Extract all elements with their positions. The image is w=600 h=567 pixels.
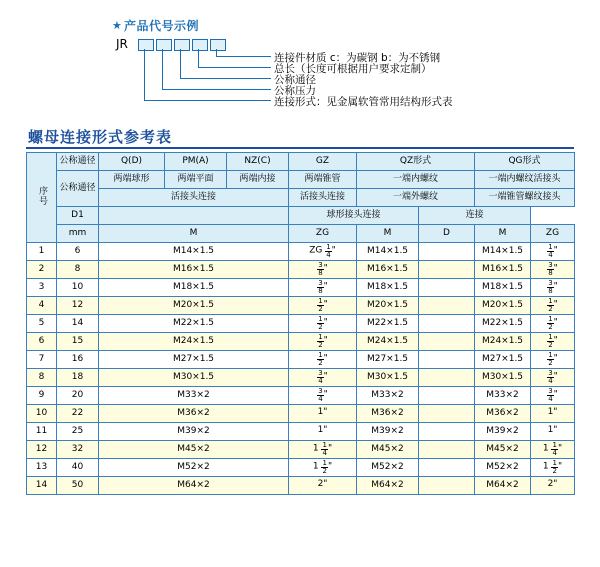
cell-zg: $\frac{1}{2}$ " xyxy=(289,333,357,351)
cell-d1: 10 xyxy=(57,279,99,297)
cell-seq: 5 xyxy=(27,315,57,333)
cell-m: M27×1.5 xyxy=(99,351,289,369)
cell-qg-d: M64×2 xyxy=(475,477,531,495)
header-row-connection xyxy=(27,189,575,207)
cell-d1: 18 xyxy=(57,369,99,387)
header-mm: mm xyxy=(57,225,99,243)
header-qg-m: M xyxy=(475,225,531,243)
diagram-title: 产品代号示例 xyxy=(124,19,200,33)
cell-qz-d xyxy=(419,315,475,333)
header-group-code-4: QZ形式 xyxy=(357,153,475,171)
cell-d1: 16 xyxy=(57,351,99,369)
cell-qz-d xyxy=(419,279,475,297)
cell-zg: $\frac{1}{2}$ " xyxy=(289,351,357,369)
cell-qz-m: M64×2 xyxy=(357,477,419,495)
cell-qg-d: M45×2 xyxy=(475,441,531,459)
cell-seq: 12 xyxy=(27,441,57,459)
header-group-code-0: Q(D) xyxy=(99,153,165,171)
cell-d1: 12 xyxy=(57,297,99,315)
cell-d1: 8 xyxy=(57,261,99,279)
title-divider xyxy=(26,147,574,149)
header-group-code-2: NZ(C) xyxy=(227,153,289,171)
cell-qz-m: M33×2 xyxy=(357,387,419,405)
cell-qz-d xyxy=(419,477,475,495)
cell-d1: 14 xyxy=(57,315,99,333)
cell-qz-m: M16×1.5 xyxy=(357,261,419,279)
cell-d1: 22 xyxy=(57,405,99,423)
cell-seq: 6 xyxy=(27,333,57,351)
table-row xyxy=(27,387,575,405)
table-row xyxy=(27,315,575,333)
cell-seq: 1 xyxy=(27,243,57,261)
header-qg-zg: ZG xyxy=(531,225,575,243)
cell-qz-d xyxy=(419,297,475,315)
header-group-type-3: 两端锥管 xyxy=(289,171,357,189)
cell-m: M33×2 xyxy=(99,387,289,405)
cell-m: M45×2 xyxy=(99,441,289,459)
table-row xyxy=(27,333,575,351)
cell-seq: 9 xyxy=(27,387,57,405)
cell-qz-d xyxy=(419,369,475,387)
cell-m: M64×2 xyxy=(99,477,289,495)
cell-zg: $\frac{3}{8}$ " xyxy=(289,261,357,279)
cell-qz-m: M45×2 xyxy=(357,441,419,459)
cell-qg-zg: $\frac{3}{8}$ " xyxy=(531,261,575,279)
cell-m: M24×1.5 xyxy=(99,333,289,351)
cell-qg-zg: 1" xyxy=(531,423,575,441)
cell-qz-d xyxy=(419,459,475,477)
header-row-units xyxy=(27,225,575,243)
cell-qg-d: M14×1.5 xyxy=(475,243,531,261)
header-conn-1: 活接头连接 xyxy=(289,189,357,207)
cell-seq: 2 xyxy=(27,261,57,279)
diagram-label-nominal-pressure: 公称压力 xyxy=(274,85,316,97)
header-row-connection-2 xyxy=(27,207,575,225)
header-seq: 序号 xyxy=(27,153,57,243)
cell-qg-zg: $\frac{1}{2}$ " xyxy=(531,315,575,333)
cell-qz-d xyxy=(419,351,475,369)
header-thread-zg: ZG xyxy=(289,225,357,243)
cell-m: M20×1.5 xyxy=(99,297,289,315)
header-nominal-diameter-cn: 公称通径 xyxy=(57,171,99,207)
cell-zg: $\frac{3}{4}$ " xyxy=(289,369,357,387)
cell-seq: 8 xyxy=(27,369,57,387)
cell-seq: 4 xyxy=(27,297,57,315)
header-group-type-4: 一端内螺纹 xyxy=(357,171,475,189)
header-row-codes xyxy=(27,153,575,171)
cell-zg: 1 $\frac{1}{2}$ " xyxy=(289,459,357,477)
cell-qg-zg: 2" xyxy=(531,477,575,495)
cell-m: M52×2 xyxy=(99,459,289,477)
cell-qz-m: M18×1.5 xyxy=(357,279,419,297)
cell-qg-zg: $\frac{1}{2}$ " xyxy=(531,333,575,351)
cell-qz-m: M30×1.5 xyxy=(357,369,419,387)
header-group-code-1: PM(A) xyxy=(165,153,227,171)
table-row xyxy=(27,351,575,369)
cell-seq: 7 xyxy=(27,351,57,369)
cell-qz-m: M27×1.5 xyxy=(357,351,419,369)
cell-m: M18×1.5 xyxy=(99,279,289,297)
cell-zg: ZG $\frac{1}{4}$ " xyxy=(289,243,357,261)
cell-zg: 2" xyxy=(289,477,357,495)
cell-qg-d: M18×1.5 xyxy=(475,279,531,297)
diagram-label-connection-type: 连接形式：见金属软管常用结构形式表 xyxy=(274,96,453,108)
table-row xyxy=(27,459,575,477)
star-icon: ★ xyxy=(112,19,122,32)
cell-qz-d xyxy=(419,243,475,261)
cell-zg: $\frac{1}{2}$ " xyxy=(289,297,357,315)
cell-zg: 1" xyxy=(289,405,357,423)
header-group-type-2: 两端内接 xyxy=(227,171,289,189)
cell-qz-m: M24×1.5 xyxy=(357,333,419,351)
cell-m: M14×1.5 xyxy=(99,243,289,261)
cell-m: M39×2 xyxy=(99,423,289,441)
cell-qz-d xyxy=(419,423,475,441)
cell-qg-zg: $\frac{3}{8}$ " xyxy=(531,279,575,297)
header-conn2-3: 连接 xyxy=(419,207,531,225)
cell-d1: 15 xyxy=(57,333,99,351)
cell-qg-d: M52×2 xyxy=(475,459,531,477)
cell-qg-d: M22×1.5 xyxy=(475,315,531,333)
table-title: 螺母连接形式参考表 xyxy=(28,128,173,146)
cell-seq: 11 xyxy=(27,423,57,441)
cell-qg-zg: $\frac{3}{4}$ " xyxy=(531,387,575,405)
cell-seq: 10 xyxy=(27,405,57,423)
cell-qg-zg: $\frac{1}{4}$ " xyxy=(531,243,575,261)
cell-zg: 1 $\frac{1}{4}$ " xyxy=(289,441,357,459)
cell-m: M30×1.5 xyxy=(99,369,289,387)
cell-d1: 20 xyxy=(57,387,99,405)
header-conn-3: 一端锥管螺纹接头 xyxy=(475,189,575,207)
cell-zg: $\frac{3}{8}$ " xyxy=(289,279,357,297)
cell-seq: 13 xyxy=(27,459,57,477)
cell-qz-m: M39×2 xyxy=(357,423,419,441)
header-conn-0: 活接头连接 xyxy=(99,189,289,207)
cell-qg-d: M20×1.5 xyxy=(475,297,531,315)
header-conn-2: 一端外螺纹 xyxy=(357,189,475,207)
cell-zg: $\frac{3}{4}$ " xyxy=(289,387,357,405)
table-row xyxy=(27,477,575,495)
cell-m: M36×2 xyxy=(99,405,289,423)
cell-qg-zg: $\frac{1}{2}$ " xyxy=(531,351,575,369)
cell-m: M16×1.5 xyxy=(99,261,289,279)
header-nominal-diameter: 公称通径 xyxy=(57,153,99,171)
cell-qg-d: M36×2 xyxy=(475,405,531,423)
cell-zg: 1" xyxy=(289,423,357,441)
table-row xyxy=(27,441,575,459)
cell-qg-d: M24×1.5 xyxy=(475,333,531,351)
leader-line-5 xyxy=(144,49,271,101)
product-code-diagram xyxy=(0,0,600,118)
cell-qz-d xyxy=(419,333,475,351)
cell-d1: 6 xyxy=(57,243,99,261)
table-row xyxy=(27,279,575,297)
cell-qg-d: M27×1.5 xyxy=(475,351,531,369)
header-group-code-3: GZ xyxy=(289,153,357,171)
cell-m: M22×1.5 xyxy=(99,315,289,333)
cell-qg-zg: 1 $\frac{1}{2}$ " xyxy=(531,459,575,477)
diagram-label-nominal-diameter: 公称通径 xyxy=(274,74,316,86)
cell-d1: 32 xyxy=(57,441,99,459)
header-qz-m: M xyxy=(357,225,419,243)
header-group-type-5: 一端内螺纹活接头 xyxy=(475,171,575,189)
cell-qz-m: M36×2 xyxy=(357,405,419,423)
cell-qg-zg: $\frac{3}{4}$ " xyxy=(531,369,575,387)
cell-d1: 50 xyxy=(57,477,99,495)
cell-qg-zg: 1 $\frac{1}{4}$ " xyxy=(531,441,575,459)
cell-qz-m: M14×1.5 xyxy=(357,243,419,261)
cell-seq: 14 xyxy=(27,477,57,495)
header-conn2-0 xyxy=(99,207,289,225)
header-group-type-0: 两端球形 xyxy=(99,171,165,189)
table-row xyxy=(27,243,575,261)
cell-zg: $\frac{1}{2}$ " xyxy=(289,315,357,333)
header-group-type-1: 两端平面 xyxy=(165,171,227,189)
table-row xyxy=(27,405,575,423)
nut-connection-reference-table xyxy=(26,152,575,495)
cell-qz-d xyxy=(419,441,475,459)
cell-qz-m: M20×1.5 xyxy=(357,297,419,315)
cell-qg-d: M33×2 xyxy=(475,387,531,405)
cell-qg-d: M30×1.5 xyxy=(475,369,531,387)
cell-qz-d xyxy=(419,261,475,279)
cell-qz-m: M52×2 xyxy=(357,459,419,477)
header-conn2-2: 球形接头连接 xyxy=(289,207,419,225)
cell-qg-zg: $\frac{1}{2}$ " xyxy=(531,297,575,315)
cell-qg-d: M39×2 xyxy=(475,423,531,441)
diagram-label-length: 总长（长度可根据用户要求定制） xyxy=(274,63,432,75)
table-row xyxy=(27,423,575,441)
table-row xyxy=(27,297,575,315)
header-thread-m: M xyxy=(99,225,289,243)
diagram-label-material: 连接件材质 c：为碳钢 b：为不锈钢 xyxy=(274,52,441,64)
cell-qz-d xyxy=(419,405,475,423)
cell-qz-d xyxy=(419,387,475,405)
header-group-code-5: QG形式 xyxy=(475,153,575,171)
table-row xyxy=(27,261,575,279)
cell-seq: 3 xyxy=(27,279,57,297)
header-qz-d: D xyxy=(419,225,475,243)
cell-qg-zg: 1" xyxy=(531,405,575,423)
cell-qg-d: M16×1.5 xyxy=(475,261,531,279)
product-code-prefix: JR xyxy=(116,37,128,51)
header-d1: D1 xyxy=(57,207,99,225)
cell-qz-m: M22×1.5 xyxy=(357,315,419,333)
table-row xyxy=(27,369,575,387)
cell-d1: 40 xyxy=(57,459,99,477)
cell-d1: 25 xyxy=(57,423,99,441)
header-row-types xyxy=(27,171,575,189)
